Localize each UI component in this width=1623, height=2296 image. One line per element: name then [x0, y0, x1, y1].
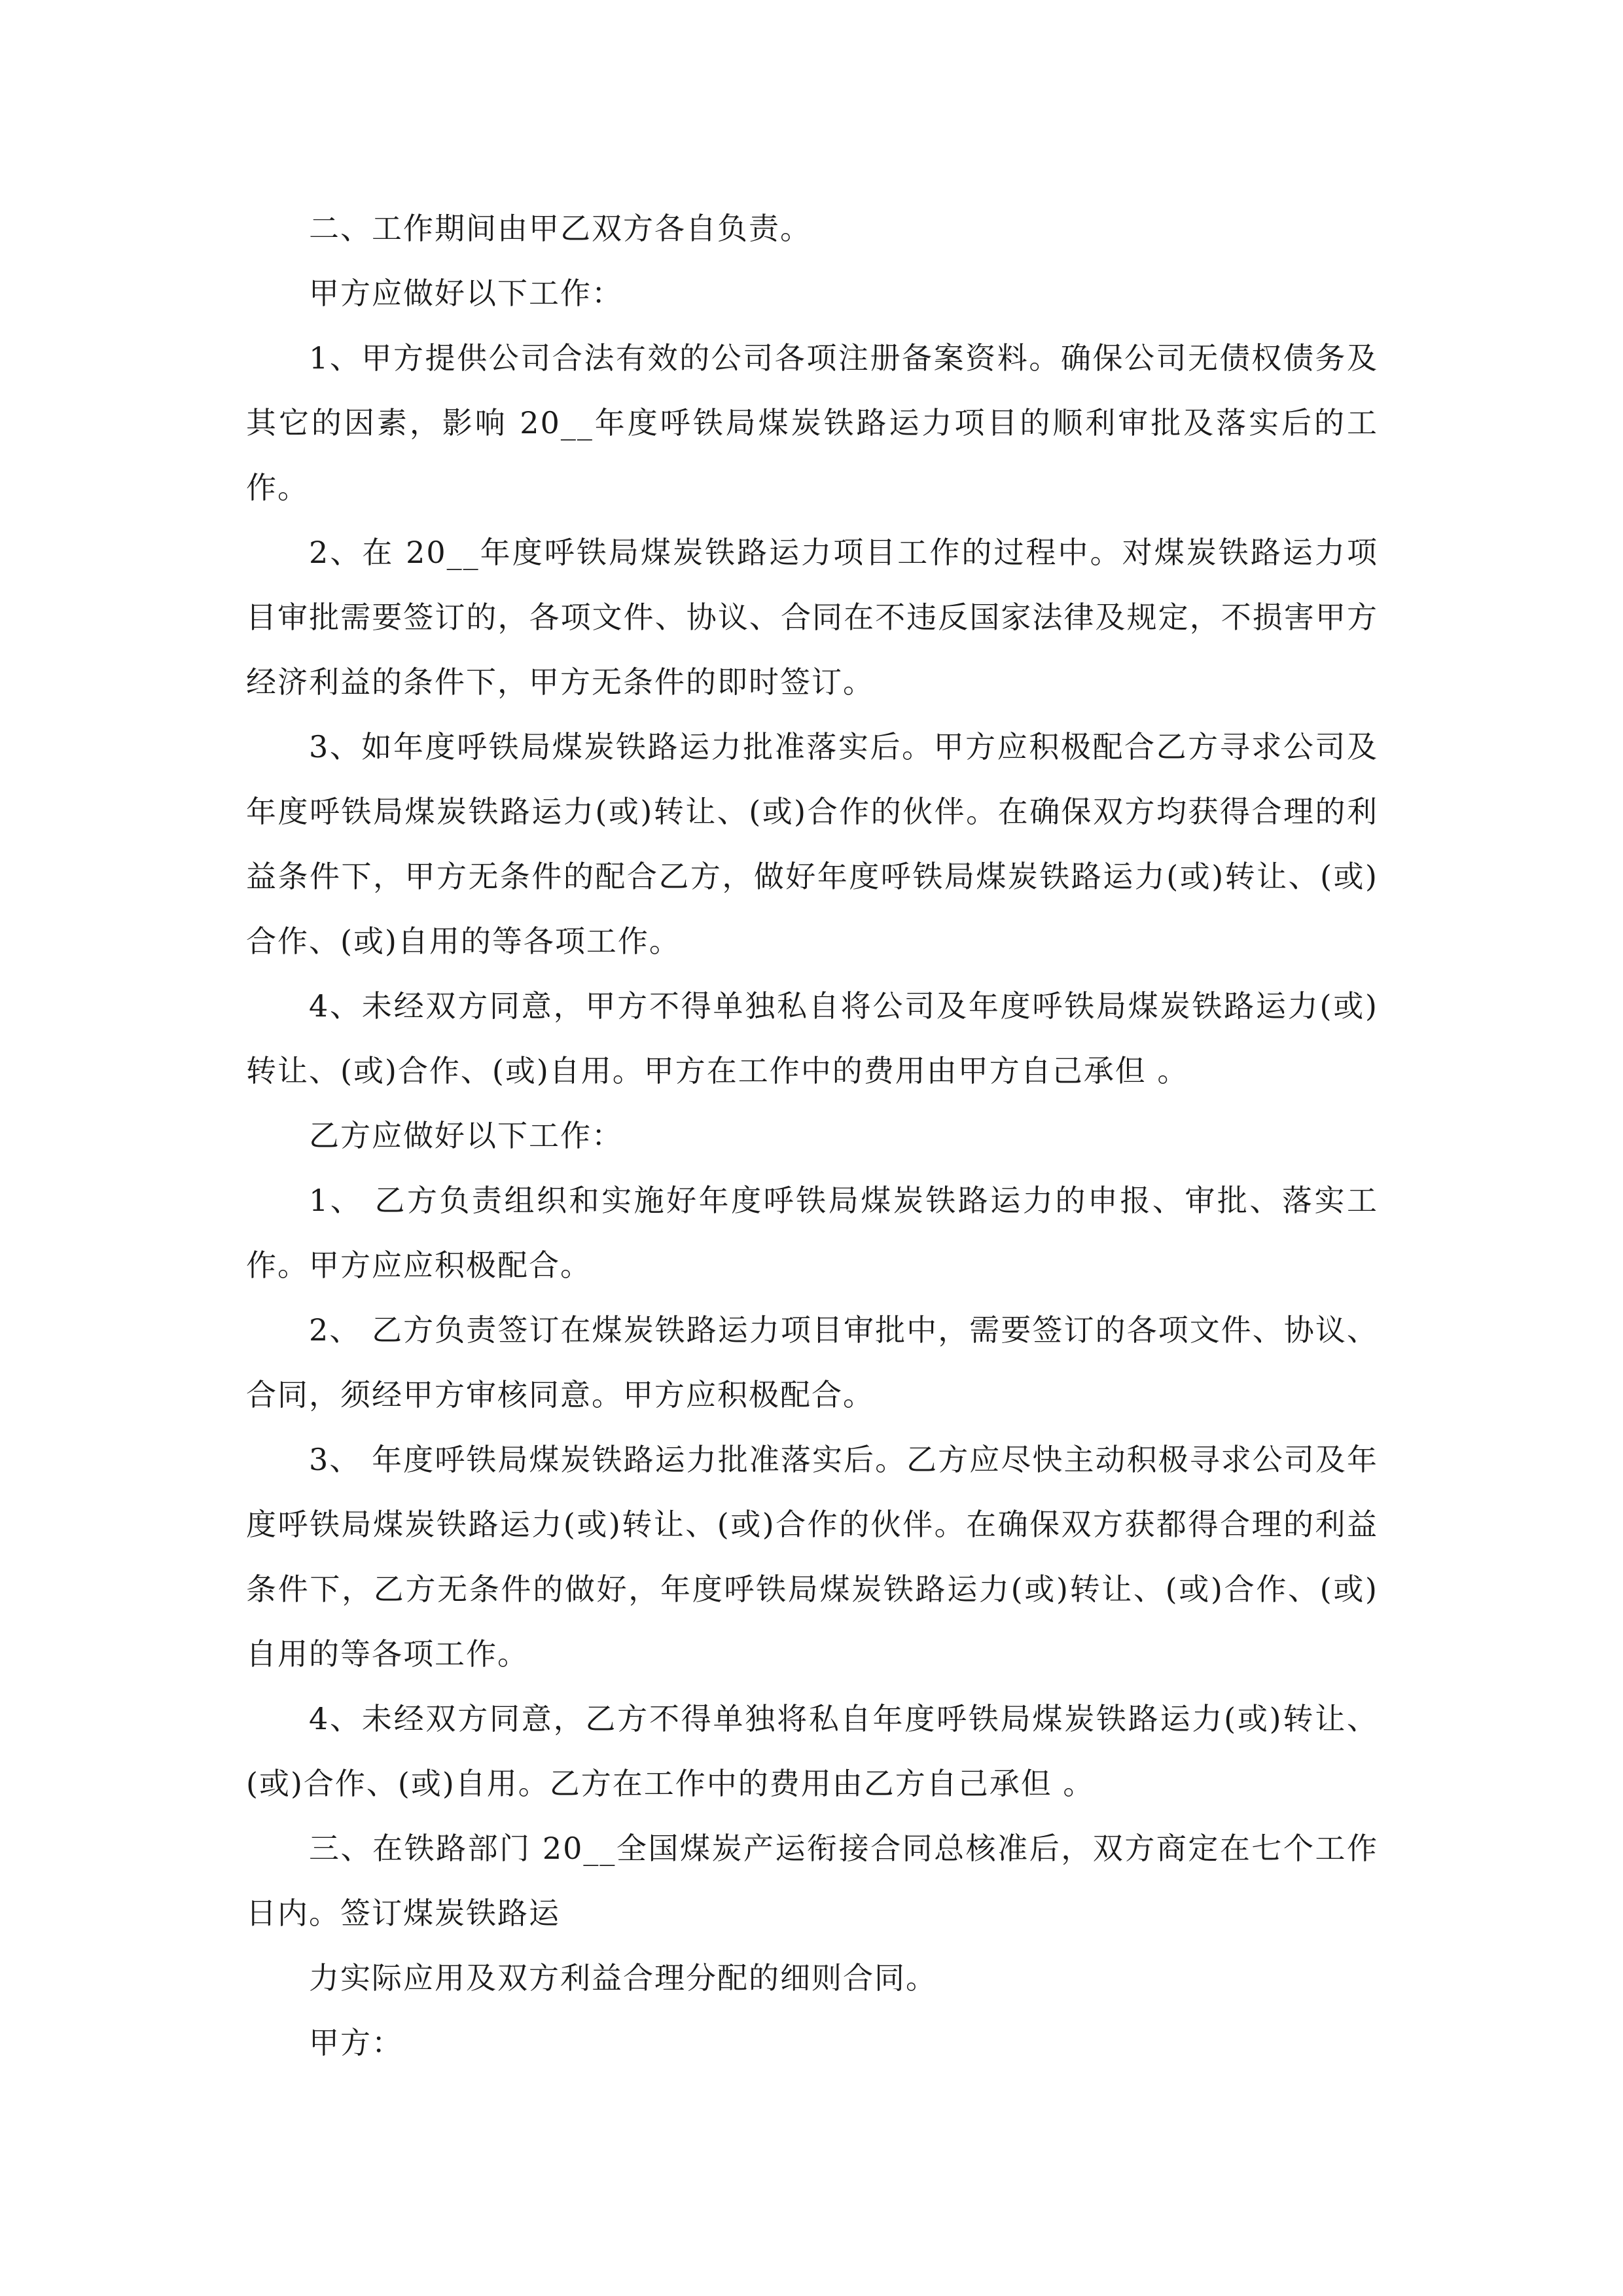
- party-a-item-2: 2、在 20__年度呼铁局煤炭铁路运力项目工作的过程中。对煤炭铁路运力项目审批需要签订的，各项文件、协议、合同在不违反国家法律及规定，不损害甲方经济利益的条件下，甲方无条件的即时签订。: [246, 535, 1378, 700]
- party-a-item-1: 1、甲方提供公司合法有效的公司各项注册备案资料。确保公司无债权债务及其它的因素，影响 20__年度呼铁局煤炭铁路运力项目的顺利审批及落实后的工作。: [246, 340, 1378, 505]
- party-b-duties-heading: 乙方应做好以下工作：: [309, 1118, 623, 1153]
- section-three-text: 三、在铁路部门 20__全国煤炭产运衔接合同总核准后，双方商定在七个工作日内。签订煤炭铁路运: [246, 1831, 1378, 1931]
- party-a-item-4: 4、未经双方同意，甲方不得单独私自将公司及年度呼铁局煤炭铁路运力(或)转让、(或)合作、(或)自用。甲方在工作中的费用由甲方自己承但 。: [246, 988, 1378, 1088]
- section-three-continued: 力实际应用及双方利益合理分配的细则合同。: [309, 1960, 937, 1996]
- section-two-heading: 二、工作期间由甲乙双方各自负责。: [309, 211, 812, 246]
- party-b-item-2: 2、 乙方负责签订在煤炭铁路运力项目审批中，需要签订的各项文件、协议、合同，须经甲方审核同意。甲方应积极配合。: [246, 1312, 1378, 1412]
- party-b-item-1: 1、 乙方负责组织和实施好年度呼铁局煤炭铁路运力的申报、审批、落实工作。甲方应应积极配合。: [246, 1183, 1378, 1283]
- party-b-item-3: 3、 年度呼铁局煤炭铁路运力批准落实后。乙方应尽快主动积极寻求公司及年度呼铁局煤炭铁路运力(或)转让、(或)合作的伙伴。在确保双方获都得合理的利益条件下，乙方无条件的做好，年度呼铁局煤炭铁路运力(或)转让、(或)合作、(或)自用的等各项工作。: [246, 1442, 1378, 1672]
- party-b-item-4: 4、未经双方同意，乙方不得单独将私自年度呼铁局煤炭铁路运力(或)转让、(或)合作、(或)自用。乙方在工作中的费用由乙方自己承但 。: [246, 1701, 1378, 1801]
- party-a-item-3: 3、如年度呼铁局煤炭铁路运力批准落实后。甲方应积极配合乙方寻求公司及年度呼铁局煤炭铁路运力(或)转让、(或)合作的伙伴。在确保双方均获得合理的利益条件下，甲方无条件的配合乙方，做好年度呼铁局煤炭铁路运力(或)转让、(或)合作、(或)自用的等各项工作。: [246, 729, 1378, 959]
- party-a-signature-label: 甲方：: [309, 2025, 403, 2060]
- party-a-duties-heading: 甲方应做好以下工作：: [309, 276, 623, 311]
- document-body: [246, 196, 1378, 2075]
